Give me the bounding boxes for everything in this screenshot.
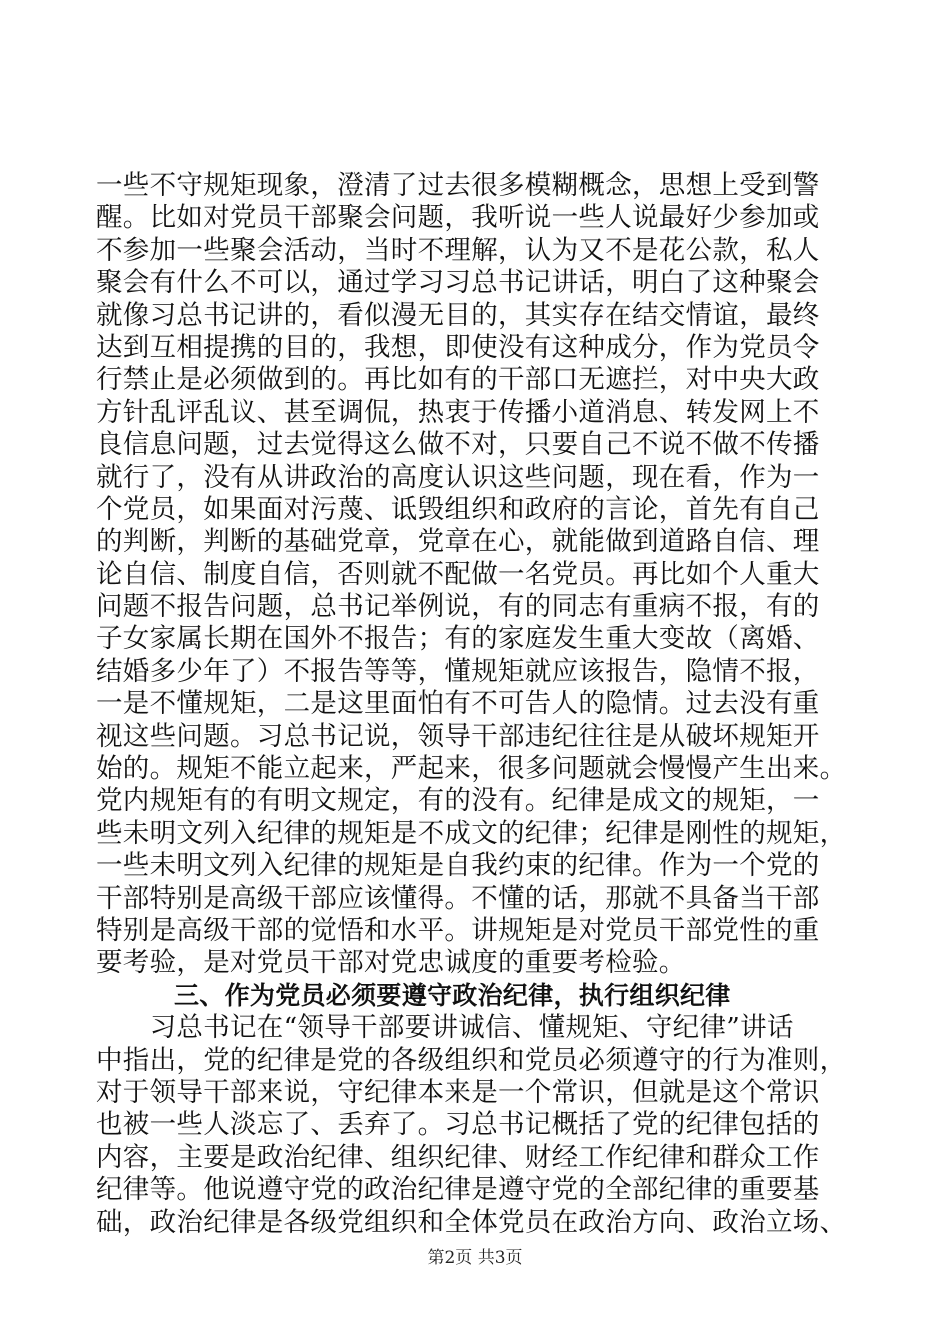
paragraph-line: 聚会有什么不可以，通过学习习总书记讲话，明白了这种聚会 [96,267,820,299]
paragraph-line: 一些未明文列入纪律的规矩是自我约束的纪律。作为一个党的 [96,850,820,882]
paragraph-line: 论自信、制度自信，否则就不配做一名党员。再比如个人重大 [96,558,820,590]
paragraph-line: 视这些问题。习总书记说，领导干部违纪往往是从破坏规矩开 [96,720,820,752]
paragraph-line: 的判断，判断的基础党章，党章在心，就能做到道路自信、理 [96,526,820,558]
paragraph-line: 干部特别是高级干部应该懂得。不懂的话，那就不具备当干部 [96,882,820,914]
page-footer: 第2页 共3页 [427,1248,523,1268]
paragraph-line: 一些不守规矩现象，澄清了过去很多模糊概念，思想上受到警 [96,170,820,201]
paragraph-line: 达到互相提携的目的，我想，即使没有这种成分，作为党员令 [96,331,820,363]
paragraph-line: 纪律等。他说遵守党的政治纪律是遵守党的全部纪律的重要基 [96,1174,820,1206]
paragraph-line: 些未明文列入纪律的规矩是不成文的纪律；纪律是刚性的规矩， [96,817,847,849]
paragraph-line: 党内规矩有的有明文规定，有的没有。纪律是成文的规矩，一 [96,785,820,817]
paragraph-line: 方针乱评乱议、甚至调侃，热衷于传播小道消息、转发网上不 [96,396,820,428]
paragraph-line: 就行了，没有从讲政治的高度认识这些问题，现在看，作为一 [96,461,820,493]
paragraph-line: 子女家属长期在国外不报告；有的家庭发生重大变故（离婚、 [96,623,820,655]
paragraph-line: 行禁止是必须做到的。再比如有的干部口无遮拦，对中央大政 [96,364,820,396]
paragraph-line: 个党员，如果面对污蔑、诋毁组织和政府的言论，首先有自己 [96,493,820,525]
paragraph-line: 结婚多少年了）不报告等等，懂规矩就应该报告，隐情不报， [96,655,820,687]
paragraph-line: 内容，主要是政治纪律、组织纪律、财经工作纪律和群众工作 [96,1141,820,1173]
body-text [96,170,866,1239]
paragraph-line: 就像习总书记讲的，看似漫无目的，其实存在结交情谊，最终 [96,299,820,331]
paragraph-line: 良信息问题，过去觉得这么做不对，只要自己不说不做不传播 [96,429,820,461]
section-heading: 三、作为党员必须要遵守政治纪律，执行组织纪律 [174,980,731,1010]
paragraph-line: 础，政治纪律是各级党组织和全体党员在政治方向、政治立场、 [96,1206,847,1238]
paragraph-line: 不参加一些聚会活动，当时不理解，认为又不是花公款，私人 [96,234,820,266]
paragraph-line: 问题不报告问题，总书记举例说，有的同志有重病不报，有的 [96,591,820,623]
paragraph-line: 特别是高级干部的觉悟和水平。讲规矩是对党员干部党性的重 [96,914,820,946]
paragraph-line: 要考验，是对党员干部对党忠诚度的重要考检验。 [96,947,686,979]
paragraph-line: 对于领导干部来说，守纪律本来是一个常识，但就是这个常识 [96,1076,820,1108]
paragraph-line: 始的。规矩不能立起来，严起来，很多问题就会慢慢产生出来。 [96,753,847,785]
paragraph-line: 一是不懂规矩，二是这里面怕有不可告人的隐情。过去没有重 [96,688,820,720]
paragraph-line: 醒。比如对党员干部聚会问题，我听说一些人说最好少参加或 [96,202,820,234]
paragraph-line: 习总书记在“领导干部要讲诚信、懂规矩、守纪律”讲话 [96,1012,794,1044]
paragraph-line: 中指出，党的纪律是党的各级组织和党员必须遵守的行为准则， [96,1044,847,1076]
paragraph-line: 也被一些人淡忘了、丢弃了。习总书记概括了党的纪律包括的 [96,1109,820,1141]
